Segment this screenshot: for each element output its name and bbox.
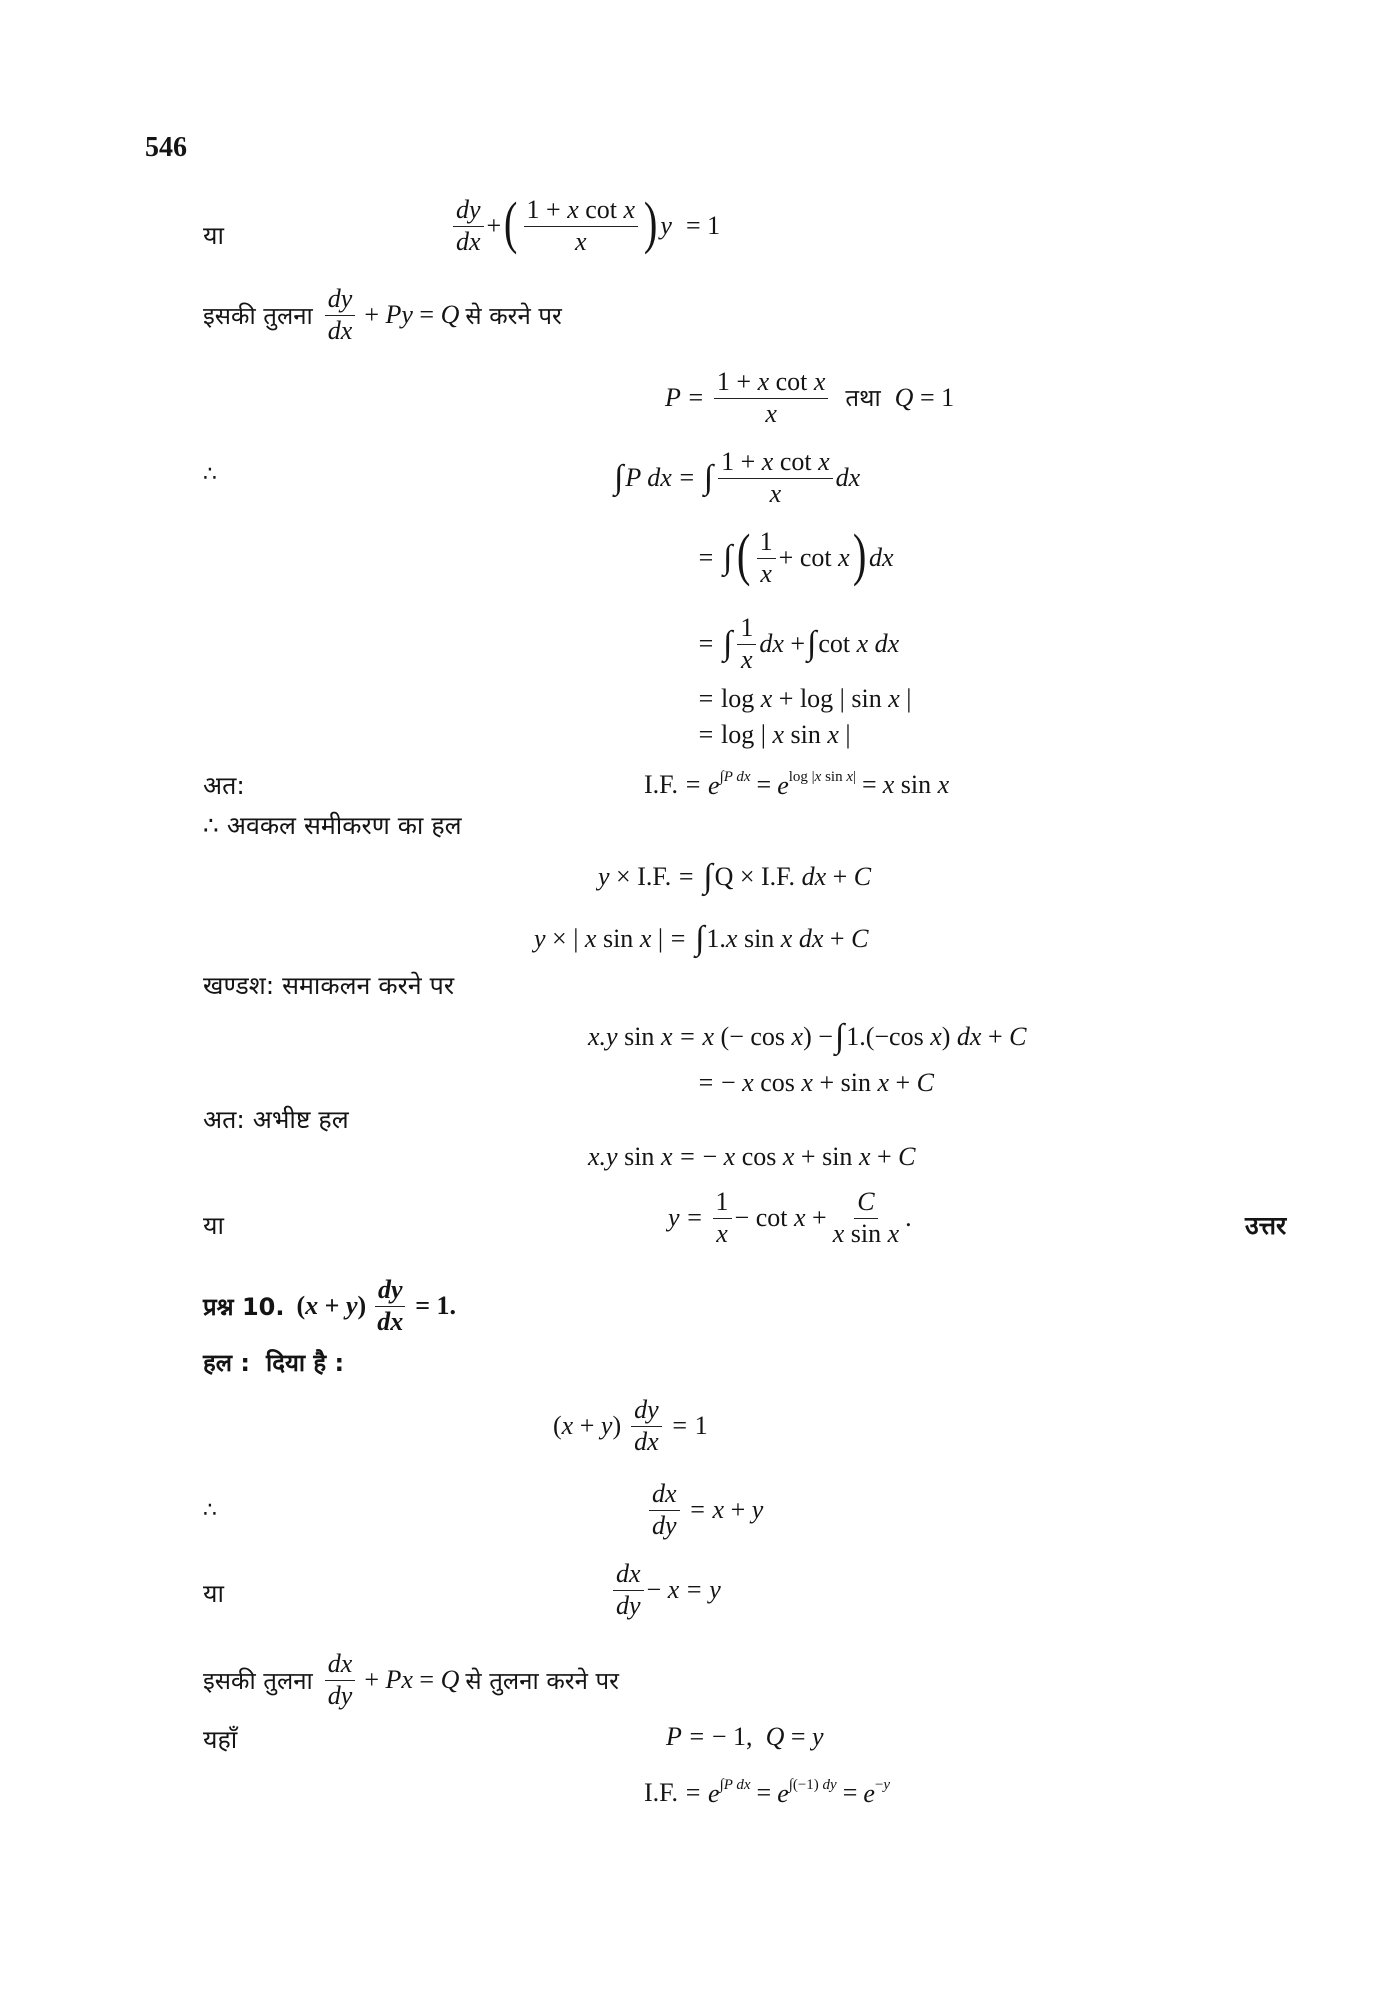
equation-q10-given: (x + y) $\frac{dy}{dx}$ = 1 <box>553 1395 708 1456</box>
equation-sol2: y × | x sin x | = ∫ 1.x sin x dx + C <box>534 920 869 957</box>
equation-int-p1: ∫ P dx = ∫ $\frac{\text{1 + x cot x}}{x}$ dx <box>614 447 861 508</box>
equation-parts2: = − x cos x + sin x + C <box>698 1068 935 1097</box>
question-prefix: प्रश्न 10. <box>203 1292 285 1321</box>
equation-pq: P = $\frac{\text{1 + x cot x}}{x}$ तथा Q = 1 <box>665 367 955 428</box>
label-ya-1: या <box>203 221 224 250</box>
equation-sol1: y × I.F. = ∫ Q × I.F. dx + C <box>598 858 872 895</box>
label-by-parts: खण्डश: समाकलन करने पर <box>203 971 455 1000</box>
label-atah: अत: <box>203 771 245 800</box>
label-compare-2-tail: से तुलना करने पर <box>465 1666 619 1695</box>
label-required-solution: अत: अभीष्ट हल <box>203 1105 349 1134</box>
equation-final2: y = $\frac{1}{x}$ − cot x + $\frac{C}{\text{x sin x}}$ . <box>668 1187 912 1248</box>
label-compare-tail: से करने पर <box>465 301 562 330</box>
solution-header <box>203 1346 344 1379</box>
label-hal: हल : <box>203 1349 250 1377</box>
label-compare-2: इसकी तुलना <box>203 1666 313 1695</box>
equation-q10-if: I.F. = $e^{\int P dx}$ = $e^{\int(-1) dy}$ = $e^{-y}$ <box>644 1777 891 1808</box>
question-10: प्रश्न 10. (x + y) $\frac{dy}{dx}$ = 1. <box>203 1275 457 1336</box>
equation-parts1: x.y sin x = x (− cos x) − ∫ 1.(−cos x) dx + C <box>588 1018 1027 1055</box>
equation-int-p3: = ∫ $\frac{1}{x}$ dx + ∫ cot x dx <box>698 613 900 674</box>
equation-q10-pq: P = − 1, Q = y <box>666 1722 824 1751</box>
answer-tag: उत्तर <box>1245 1211 1287 1240</box>
label-compare: इसकी तुलना <box>203 301 313 330</box>
equation-int-p2: = ∫ ( $\frac{1}{x}$ + cot x ) dx <box>698 522 894 588</box>
equation-q10-lin: $\frac{dx}{dy}$ − x = y <box>610 1560 721 1620</box>
equation-if1: I.F. = $e^{\int P dx}$ = $e^{log |x sin x|}$ = x sin x <box>644 769 950 800</box>
page-number: 546 <box>145 132 187 163</box>
equation-q10-inv: $\frac{dx}{dy}$ = x + y <box>646 1480 763 1540</box>
label-diya-hai: दिया है : <box>265 1349 345 1377</box>
label-yahan: यहाँ <box>203 1725 238 1754</box>
label-tatha: तथा <box>845 384 881 413</box>
label-ya-2: या <box>203 1211 224 1240</box>
equation-final1: x.y sin x = − x cos x + sin x + C <box>588 1142 916 1171</box>
compare-line-2: इसकी तुलना $\frac{dx}{dy}$ + Px = Q से तुलना करने पर <box>203 1649 619 1710</box>
therefore-symbol-1: ∴ <box>203 462 217 487</box>
label-solution-intro: ∴ अवकल समीकरण का हल <box>203 811 462 840</box>
equation-eq1: $\frac{dy}{dx}$ + ( $\frac{\text{1 + x cot x}}{x}$ ) y = 1 <box>450 196 720 256</box>
compare-line-1: इसकी तुलना $\frac{dy}{dx}$ + Py = Q से करने पर <box>203 284 562 345</box>
equation-int-p4: = log x + log | sin x | <box>698 684 912 713</box>
label-ya-3: या <box>203 1579 224 1608</box>
equation-int-p5: = log | x sin x | <box>698 720 851 749</box>
therefore-symbol-2: ∴ <box>203 1498 217 1523</box>
